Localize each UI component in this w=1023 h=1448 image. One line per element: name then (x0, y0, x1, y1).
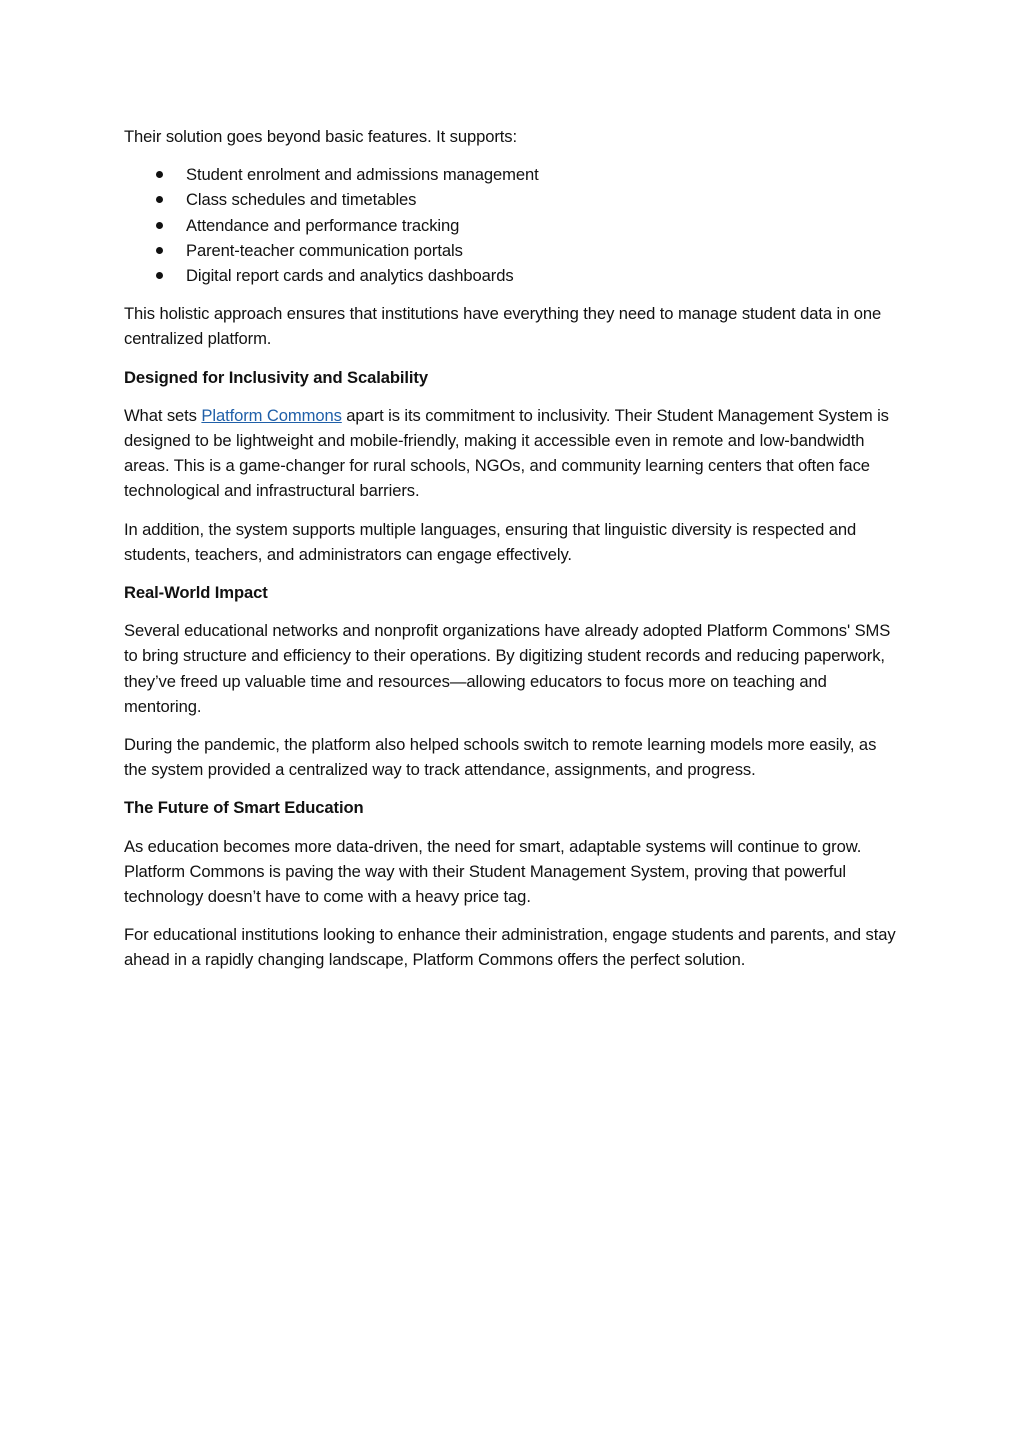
section-heading-future: The Future of Smart Education (124, 798, 364, 818)
list-item (124, 187, 900, 212)
impact-paragraph: Several educational networks and nonprofit organizations have already adopted Platform Commons' SMS to bring structure and efficiency to their operations. By digitizing student records and reducing paperwork, they’ve freed up valuable time and resources—allowing educators to focus more on teaching and mentoring. (124, 621, 891, 716)
bullet-icon (156, 171, 163, 178)
inclusivity-text-before: What sets (124, 405, 202, 425)
list-item-text: Parent-teacher communication portals (186, 240, 463, 260)
bullet-icon (156, 196, 163, 203)
bullet-icon (156, 247, 163, 254)
features-list (124, 162, 900, 288)
section-heading-inclusivity: Designed for Inclusivity and Scalability (124, 367, 428, 387)
languages-paragraph: In addition, the system supports multiple languages, ensuring that linguistic diversity is respected and students, teachers, and administrators can engage effectively. (124, 519, 857, 564)
list-item-text: Student enrolment and admissions management (186, 165, 539, 185)
list-item-text: Class schedules and timetables (186, 190, 417, 210)
list-item (124, 162, 900, 187)
platform-commons-link[interactable]: Platform Commons (201, 405, 342, 425)
list-item (124, 263, 900, 288)
holistic-paragraph: This holistic approach ensures that institutions have everything they need to manage student data in one centralized platform. (124, 304, 882, 349)
section-heading-impact: Real-World Impact (124, 583, 268, 603)
inclusivity-text-after: apart is its commitment to inclusivity. Their Student Management System is designed to be lightweight and mobile-friendly, making it accessible even in remote and low-bandwidth areas. This is a game-changer for rural schools, NGOs, and community learning centers that often face technological and infrastructural barriers. (124, 405, 889, 501)
list-item-text: Digital report cards and analytics dashboards (186, 266, 514, 286)
document-page (124, 124, 900, 986)
future-paragraph: As education becomes more data-driven, the need for smart, adaptable systems will continue to grow. Platform Commons is paving the way with their Student Management System, proving that powerful technology doesn’t have to come with a heavy price tag. (124, 836, 862, 907)
list-item-text: Attendance and performance tracking (186, 215, 460, 235)
bullet-icon (156, 222, 163, 229)
pandemic-paragraph: During the pandemic, the platform also helped schools switch to remote learning models more easily, as the system provided a centralized way to track attendance, assignments, and progress. (124, 735, 877, 780)
bullet-icon (156, 272, 163, 279)
list-item (124, 213, 900, 238)
list-item (124, 238, 900, 263)
inclusivity-paragraph (124, 403, 900, 504)
closing-paragraph: For educational institutions looking to enhance their administration, engage students and parents, and stay ahead in a rapidly changing landscape, Platform Commons offers the perfect solution. (124, 925, 896, 970)
intro-paragraph: Their solution goes beyond basic features. It supports: (124, 127, 517, 146)
